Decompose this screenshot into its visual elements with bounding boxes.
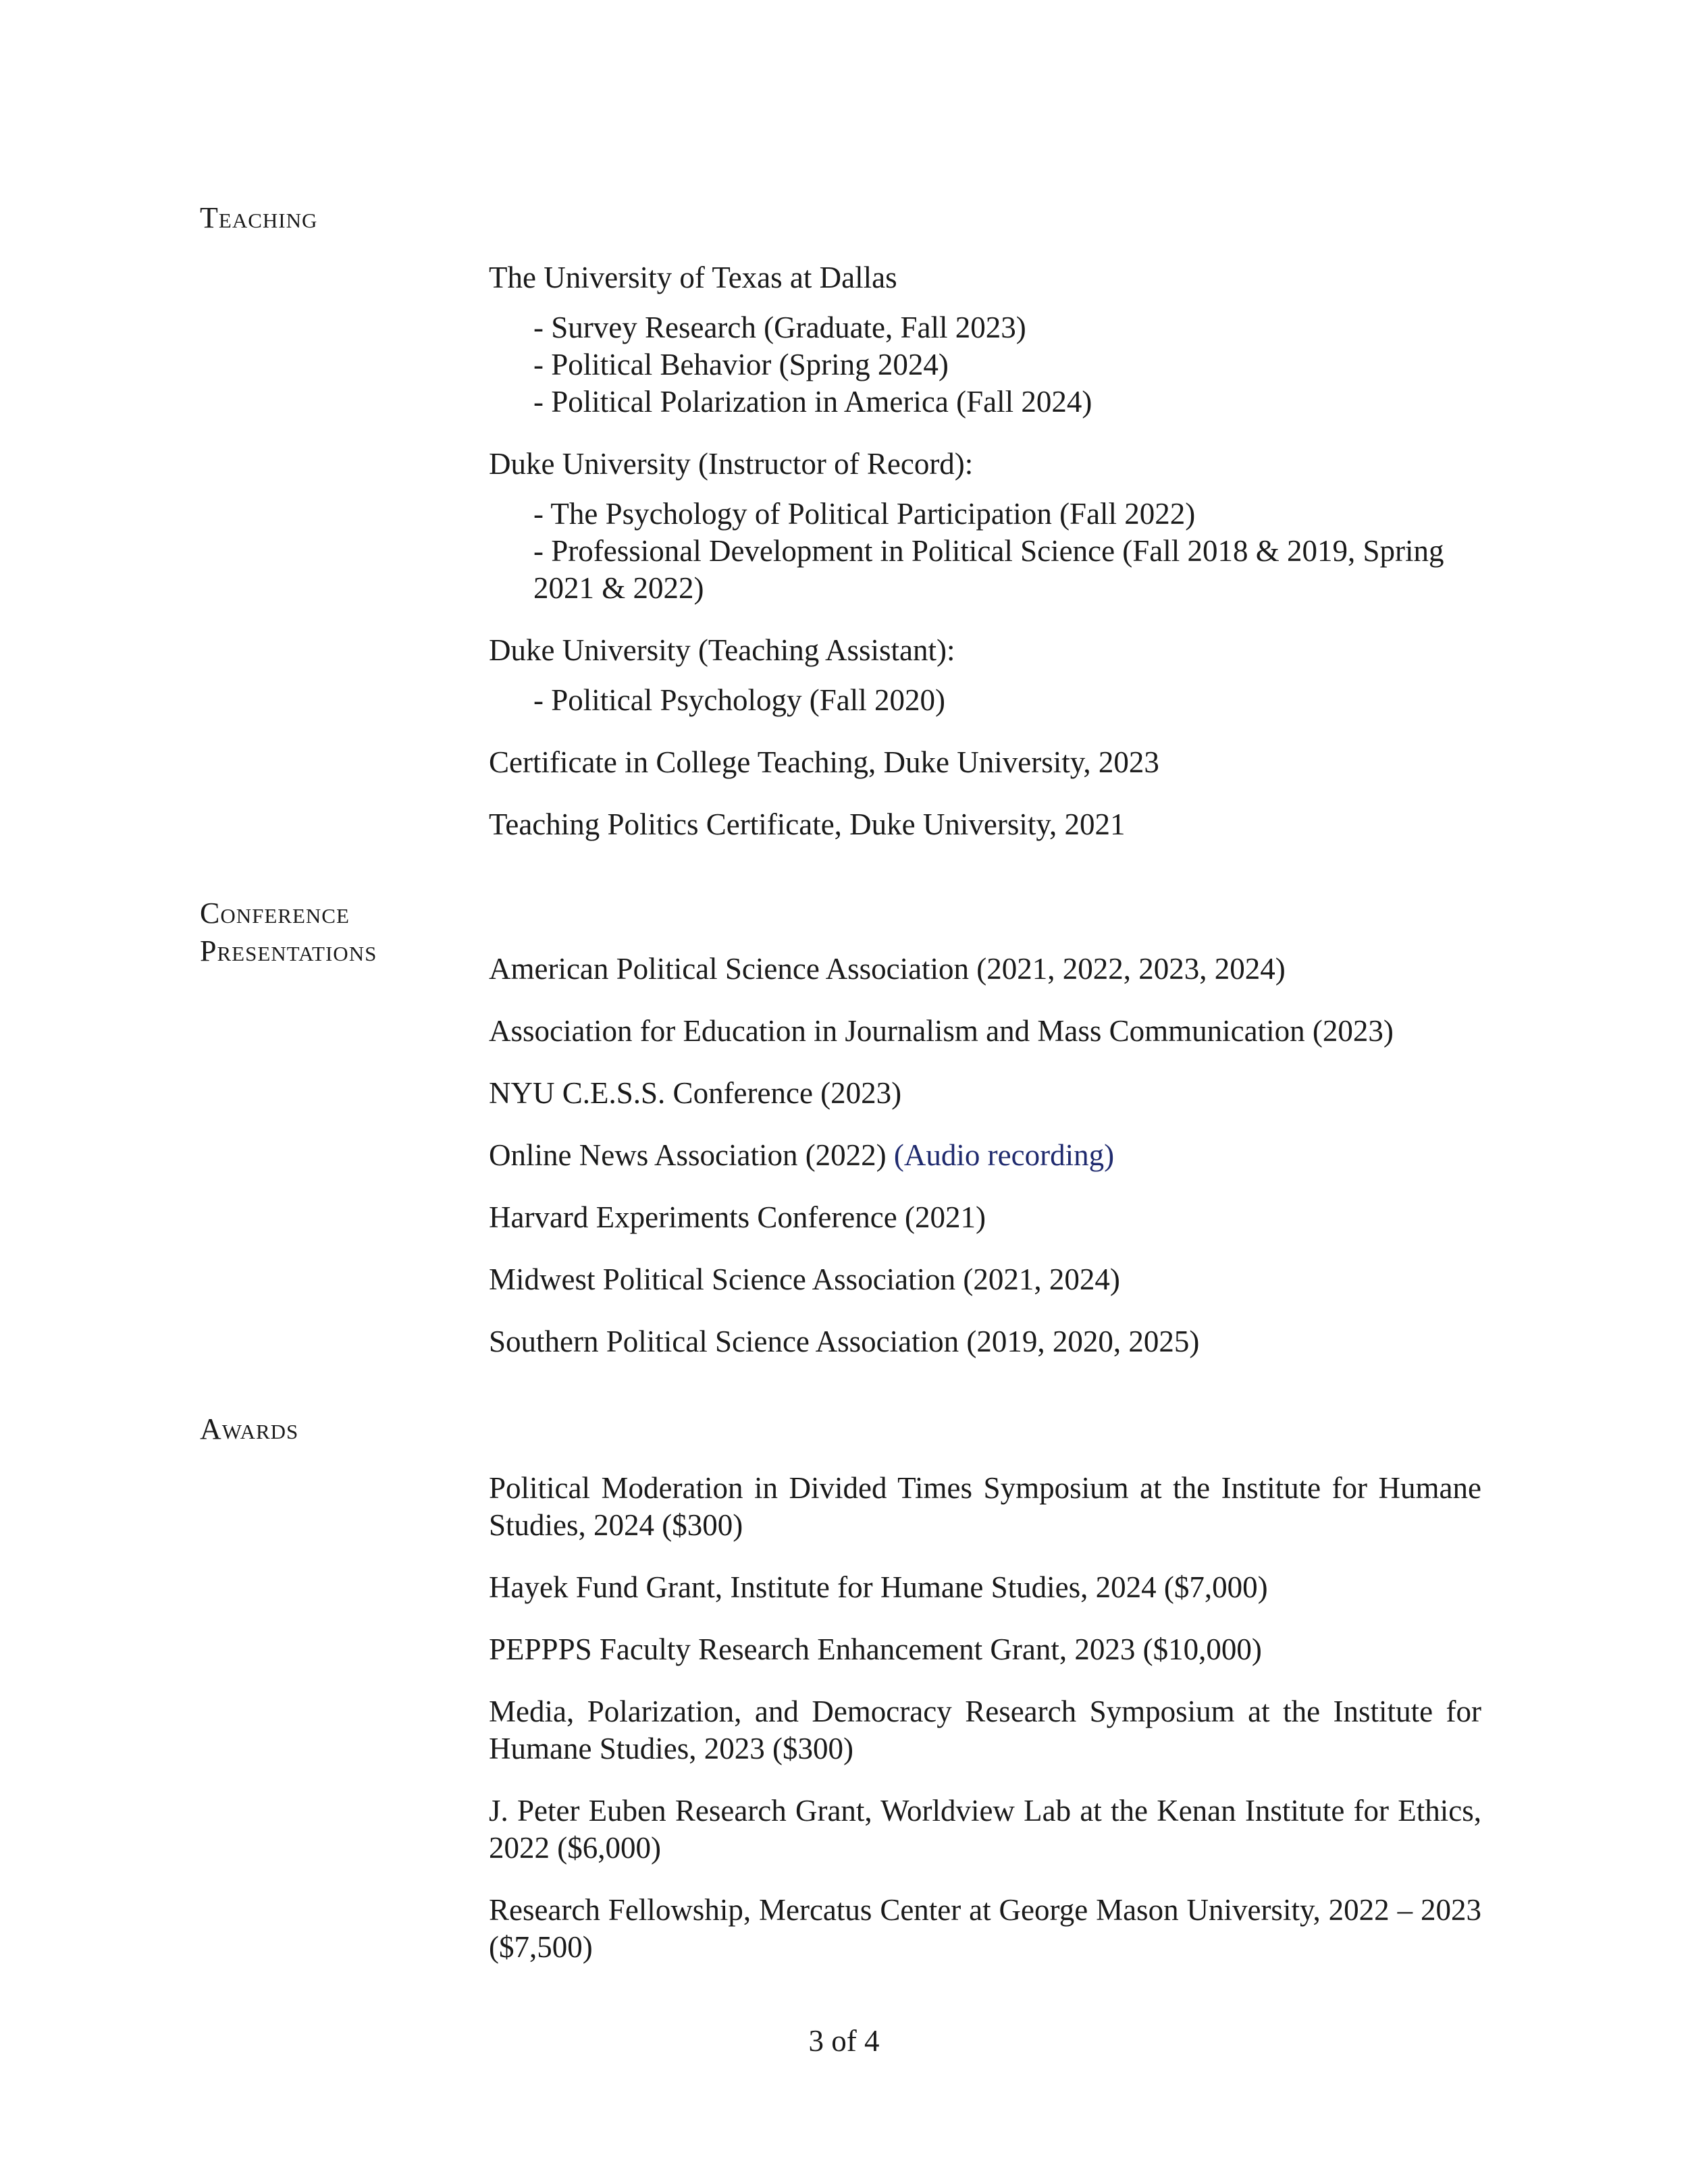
teaching-group-utd	[489, 259, 1481, 421]
teaching-group-heading: The University of Texas at Dallas	[489, 261, 897, 294]
award-entry: J. Peter Euben Research Grant, Worldview Lab at the Kenan Institute for Ethics, 2022 ($6,000)	[489, 1794, 1481, 1865]
page-number: 3 of 4	[808, 2024, 880, 2058]
award-entry: Hayek Fund Grant, Institute for Humane Studies, 2024 ($7,000)	[489, 1570, 1268, 1604]
conferences-title-line: Conference	[200, 897, 350, 930]
certificate-entry: Certificate in College Teaching, Duke University, 2023	[489, 745, 1159, 779]
award-entry: Research Fellowship, Mercatus Center at George Mason University, 2022 – 2023 ($7,500)	[489, 1893, 1481, 1964]
award-entry: PEPPPS Faculty Research Enhancement Grant, 2023 ($10,000)	[489, 1632, 1262, 1666]
course-item: - Survey Research (Graduate, Fall 2023)	[533, 311, 1026, 344]
course-list	[489, 496, 1481, 607]
course-item: - Professional Development in Political Science (Fall 2018 & 2019, Spring 2021 & 2022)	[533, 534, 1444, 605]
award-entry: Media, Polarization, and Democracy Research Symposium at the Institute for Humane Studies, 2023 ($300)	[489, 1695, 1481, 1765]
conference-entry: Harvard Experiments Conference (2021)	[489, 1200, 986, 1234]
teaching-section-body	[489, 259, 1481, 843]
teaching-group-heading: Duke University (Teaching Assistant):	[489, 633, 955, 667]
awards-section-body	[489, 1470, 1481, 1966]
award-entry: Political Moderation in Divided Times Symposium at the Institute for Humane Studies, 2024 ($300)	[489, 1471, 1481, 1542]
certificate-entry: Teaching Politics Certificate, Duke University, 2021	[489, 807, 1126, 841]
conference-entry: NYU C.E.S.S. Conference (2023)	[489, 1076, 902, 1110]
course-item: - Political Behavior (Spring 2024)	[533, 348, 949, 381]
conferences-title-line: Presentations	[200, 934, 377, 967]
awards-section-title: Awards	[200, 1412, 299, 1445]
conference-entry: Association for Education in Journalism and Mass Communication (2023)	[489, 1014, 1394, 1048]
conference-ona-text: Online News Association (2022)	[489, 1138, 887, 1172]
audio-recording-link[interactable]: (Audio recording)	[893, 1138, 1115, 1172]
conference-entry-ona	[489, 1137, 1481, 1174]
conferences-section-body	[489, 951, 1481, 1360]
teaching-group-heading: Duke University (Instructor of Record):	[489, 447, 974, 481]
course-list	[489, 309, 1481, 421]
conference-entry: Midwest Political Science Association (2021, 2024)	[489, 1262, 1120, 1296]
conference-entry: American Political Science Association (2021, 2022, 2023, 2024)	[489, 952, 1286, 986]
course-item: - Political Psychology (Fall 2020)	[533, 683, 945, 717]
teaching-group-duke-ta	[489, 632, 1481, 719]
course-item: - Political Polarization in America (Fall 2024)	[533, 385, 1092, 419]
teaching-group-duke-instructor	[489, 446, 1481, 607]
teaching-section-title: Teaching	[200, 201, 318, 234]
conferences-section-title	[200, 895, 377, 970]
course-list	[489, 682, 1481, 719]
conference-entry: Southern Political Science Association (2019, 2020, 2025)	[489, 1325, 1200, 1358]
course-item: - The Psychology of Political Participation (Fall 2022)	[533, 497, 1196, 531]
